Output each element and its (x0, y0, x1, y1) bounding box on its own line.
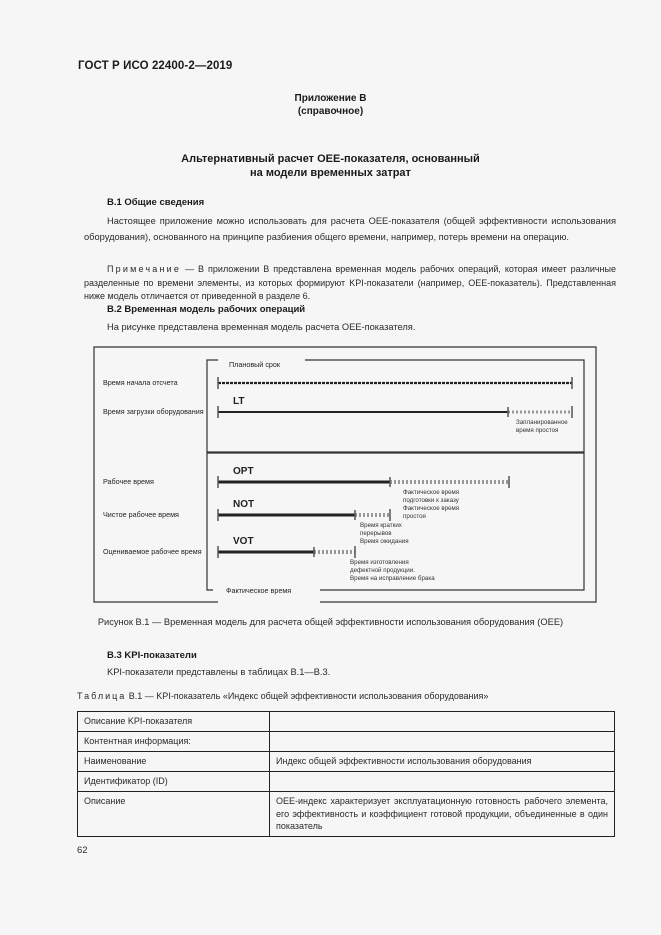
diagram-row-label: Время начала отсчета (103, 378, 178, 387)
table-row (78, 752, 615, 772)
page-number: 62 (77, 845, 88, 856)
section-b2-paragraph: На рисунке представлена временная модель расчета ОЕЕ-показателя. (107, 322, 416, 332)
loss-note: Время на исправление брака (350, 575, 435, 582)
section-b2-heading: В.2 Временная модель рабочих операций (107, 304, 306, 315)
section-b3-paragraph: KPI-показатели представлены в таблицах В.1—В.3. (107, 667, 331, 677)
table-caption-label: Таблица (77, 691, 127, 701)
kpi-table (77, 711, 615, 837)
table-cell-value (270, 772, 615, 792)
note-text: — В приложении В представлена временная модель рабочих операций, которая имеет различные разделенные по времени элементы, из которых формируют KPI-показатели (например, ОЕЕ-показатель). Представленная ниже модель отличается от приведенной в разделе 6. (84, 264, 616, 301)
table-caption (77, 691, 488, 701)
note-label: Примечание (107, 264, 182, 274)
section-b1-heading: В.1 Общие сведения (107, 197, 205, 208)
loss-note: Запланированное (516, 419, 568, 426)
loss-note: дефектной продукции. (350, 567, 415, 574)
loss-note: простоя (403, 513, 426, 520)
table-cell-value (270, 732, 615, 752)
table-cell-value: ОЕЕ-индекс характеризует эксплуатационную готовность рабочего элемента, его эффективность и коэффициент готовой продукции, объединенные в один показатель (270, 792, 615, 837)
section-b3-heading: В.3 KPI-показатели (107, 650, 197, 661)
diagram-row-code: OPT (233, 466, 254, 477)
diagram-row-code: NOT (233, 499, 255, 510)
diagram-row-label: Время загрузки оборудования (103, 407, 204, 416)
annex-status: (справочное) (297, 106, 364, 117)
loss-note: время простоя (516, 427, 559, 434)
table-cell-key: Описание (78, 792, 270, 837)
diagram-row-code: VOT (233, 536, 254, 547)
planned-box-label: Плановый срок (229, 360, 281, 369)
annex-title-line1: Альтернативный расчет ОЕЕ-показателя, основанный (181, 153, 480, 165)
table-cell-key: Наименование (78, 752, 270, 772)
table-row (78, 732, 615, 752)
loss-note: подготовки к заказу (403, 497, 459, 504)
figure-caption: Рисунок В.1 — Временная модель для расчета общей эффективности использования оборудования (ОЕЕ) (97, 617, 564, 627)
diagram-row-label: Рабочее время (103, 477, 154, 486)
actual-box-label: Фактическое время (226, 586, 292, 595)
table-row (78, 772, 615, 792)
loss-note: Время изготовления (350, 559, 409, 566)
table-row (78, 792, 615, 837)
diagram-row-code: LT (233, 396, 245, 407)
loss-note: Фактическое время (403, 489, 460, 496)
table-cell-key: Идентификатор (ID) (78, 772, 270, 792)
table-cell-value (270, 712, 615, 732)
annex-label: Приложение В (294, 93, 367, 104)
document-id: ГОСТ Р ИСО 22400-2—2019 (78, 60, 233, 72)
table-cell-key: Контентная информация: (78, 732, 270, 752)
table-row (78, 712, 615, 732)
loss-note: перерывов (360, 530, 392, 537)
table-caption-text: В.1 — KPI-показатель «Индекс общей эффективности использования оборудования» (126, 691, 489, 701)
section-b1-text: Настоящее приложение можно использовать для расчета ОЕЕ-показателя (общей эффективности использования оборудования), основанного на принципе разбиения общего времени, например, потерь времени на операцию. (84, 216, 616, 242)
diagram-row-label: Чистое рабочее время (103, 510, 179, 519)
annex-title-line2: на модели временных затрат (250, 167, 411, 179)
loss-note: Время кратких (360, 522, 402, 529)
diagram-row-label: Оцениваемое рабочее время (103, 547, 202, 556)
planned-box (207, 360, 584, 452)
table-cell-key: Описание KPI-показателя (78, 712, 270, 732)
table-cell-value: Индекс общей эффективности использования оборудования (270, 752, 615, 772)
loss-note: Фактическое время (403, 505, 460, 512)
loss-note: Время ожидания (360, 538, 409, 545)
